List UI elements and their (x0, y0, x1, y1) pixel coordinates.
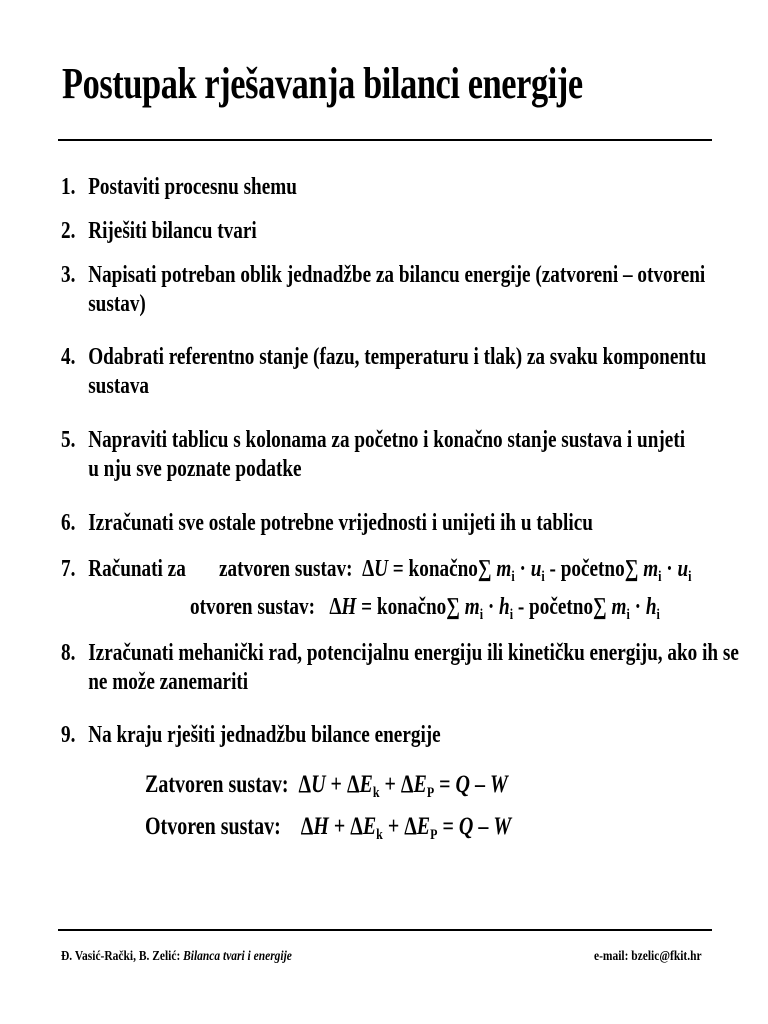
plus-op: + (382, 813, 405, 840)
step-number: 6. (61, 510, 76, 536)
specific-energy-var: u (677, 556, 689, 582)
open-balance-label: Otvoren sustav: (145, 813, 281, 840)
heat-var: Q (455, 771, 470, 798)
eq-text: - početno (513, 594, 594, 620)
step-number: 4. (61, 344, 76, 370)
plus-op: + (379, 771, 401, 798)
step-number: 3. (61, 262, 76, 288)
enthalpy-var: H (313, 813, 329, 840)
sum-symbol: ∑ (624, 556, 639, 582)
dot-op: · (514, 556, 531, 582)
list-item (61, 217, 701, 246)
index-sub: i (656, 607, 660, 623)
mass-var: m (611, 594, 627, 620)
index-sub: i (479, 607, 484, 623)
internal-energy-var: U (374, 556, 389, 582)
step-text: Napraviti tablicu s kolonama za početno i konačno stanje sustava i unjeti (88, 427, 686, 453)
step-number: 5. (61, 427, 76, 453)
step-number: 8. (61, 640, 76, 666)
step-text: Izračunati sve ostale potrebne vrijednosti i unijeti ih u tablicu (88, 510, 593, 536)
closed-system-label: zatvoren sustav: (219, 556, 353, 582)
potential-sub: P (430, 827, 438, 843)
footer-divider (58, 929, 712, 931)
delta-symbol: Δ (346, 771, 360, 798)
index-sub: i (626, 607, 630, 623)
closed-balance-equation (145, 770, 508, 799)
step-text: Napisati potreban oblik jednadžbe za bilancu energije (zatvoreni – otvoreni (88, 262, 706, 288)
step-text-continued: sustava (88, 373, 150, 399)
minus-op: – (473, 813, 494, 840)
index-sub: i (509, 607, 514, 623)
delta-symbol: Δ (404, 813, 417, 840)
specific-energy-var: u (530, 556, 542, 582)
work-var: W (490, 771, 508, 798)
list-item (61, 173, 701, 202)
list-item (61, 639, 739, 697)
list-item (61, 721, 701, 750)
eq-text: - početno (544, 556, 625, 582)
mass-var: m (643, 556, 659, 582)
plus-op: + (325, 771, 347, 798)
plus-op: + (328, 813, 351, 840)
enthalpy-var: H (341, 594, 357, 620)
energy-var: E (413, 771, 427, 798)
closed-system-equation (219, 555, 692, 584)
energy-var: E (359, 771, 373, 798)
index-sub: i (541, 569, 545, 585)
sum-symbol: ∑ (446, 594, 460, 620)
step-text-continued: u nju sve poznate podatke (88, 456, 302, 482)
delta-symbol: Δ (298, 771, 312, 798)
step-text: Računati za (88, 556, 186, 582)
delta-symbol: Δ (350, 813, 363, 840)
step-number: 7. (61, 556, 76, 582)
delta-symbol: Δ (329, 594, 342, 620)
dot-op: · (483, 594, 500, 620)
work-var: W (493, 813, 512, 840)
list-item (61, 343, 707, 401)
list-item (61, 426, 701, 484)
sum-symbol: ∑ (593, 594, 607, 620)
list-item (61, 261, 706, 319)
list-item (61, 509, 701, 538)
potential-sub: P (426, 785, 435, 801)
kinetic-sub: k (376, 827, 383, 843)
mass-var: m (464, 594, 480, 620)
index-sub: i (511, 569, 515, 585)
heat-var: Q (458, 813, 474, 840)
mass-var: m (496, 556, 512, 582)
title-divider (58, 139, 712, 141)
kinetic-sub: k (372, 785, 380, 801)
step-number: 1. (61, 174, 76, 200)
step-number: 2. (61, 218, 76, 244)
delta-symbol: Δ (400, 771, 414, 798)
step-text: Odabrati referentno stanje (fazu, temperaturu i tlak) za svaku komponentu (88, 344, 707, 370)
footer-authors: Đ. Vasić-Rački, B. Zelić: (61, 949, 184, 964)
footer-book-title: Bilanca tvari i energije (183, 949, 292, 964)
index-sub: i (688, 569, 692, 585)
minus-op: – (470, 771, 490, 798)
step-text-continued: ne može zanemariti (88, 669, 249, 695)
page-title: Postupak rješavanja bilanci energije (62, 59, 583, 108)
specific-enthalpy-var: h (499, 594, 510, 620)
specific-enthalpy-var: h (645, 594, 657, 620)
step-text: Riješiti bilancu tvari (88, 218, 257, 244)
delta-symbol: Δ (362, 556, 375, 582)
footer-email: e-mail: bzelic@fkit.hr (594, 949, 702, 964)
open-balance-equation (145, 812, 511, 841)
dot-op: · (661, 556, 678, 582)
footer-citation (61, 949, 292, 965)
step-text: Na kraju rješiti jednadžbu bilance energije (88, 722, 441, 748)
index-sub: i (658, 569, 662, 585)
closed-balance-label: Zatvoren sustav: (145, 771, 289, 798)
step-number: 9. (61, 722, 76, 748)
open-system-equation (190, 593, 660, 622)
delta-symbol: Δ (300, 813, 314, 840)
internal-energy-var: U (311, 771, 326, 798)
step-text: Postaviti procesnu shemu (88, 174, 297, 200)
step-text: Izračunati mehanički rad, potencijalnu energiju ili kinetičku energiju, ako ih se (88, 640, 739, 666)
sum-symbol: ∑ (477, 556, 492, 582)
step-text-continued: sustav) (88, 291, 146, 317)
eq-text: = konačno (388, 556, 478, 582)
energy-var: E (362, 813, 377, 840)
dot-op: · (629, 594, 646, 620)
energy-var: E (416, 813, 431, 840)
equals-op: = (434, 771, 456, 798)
open-system-label: otvoren sustav: (190, 594, 315, 620)
eq-text: = konačno (356, 594, 447, 620)
equals-op: = (437, 813, 459, 840)
